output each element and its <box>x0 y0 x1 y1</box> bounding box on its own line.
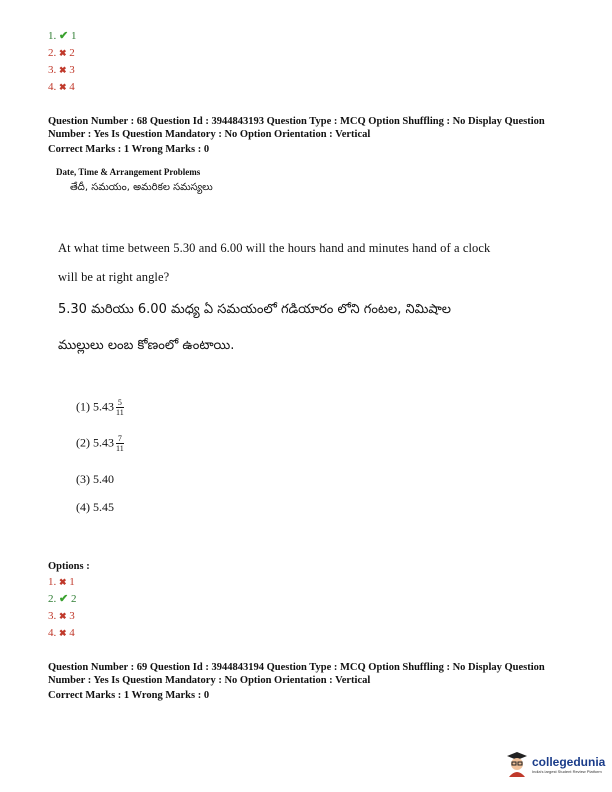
topic-english: Date, Time & Arrangement Problems <box>56 167 201 177</box>
choice-1: (1) 5.43 $\frac{5}{11}$ <box>76 398 124 417</box>
q68-meta <box>48 115 588 156</box>
cross-icon: ✖ <box>59 577 67 587</box>
logo-brand-text: collegedunia <box>532 754 606 769</box>
fraction: $\frac{7}{11}$ <box>116 434 124 453</box>
option-2: 2. ✔ 2 <box>48 593 77 605</box>
q69-meta-line2: Number : Yes Is Question Mandatory : No Option Orientation : Vertical <box>48 675 371 686</box>
prev-option-1: 1. ✔ 1 <box>48 30 77 42</box>
question-text-english-line1: At what time between 5.30 and 6.00 will the hours hand and minutes hand of a clock <box>58 241 491 255</box>
previous-options-list <box>48 28 76 96</box>
q68-meta-line1: Question Number : 68 Question Id : 3944843193 Question Type : MCQ Option Shuffling : No Display Question <box>48 116 545 127</box>
options-list <box>48 574 76 642</box>
q68-meta-line3: Correct Marks : 1 Wrong Marks : 0 <box>48 144 210 155</box>
collegedunia-logo <box>506 751 605 777</box>
q69-meta-line1: Question Number : 69 Question Id : 3944843194 Question Type : MCQ Option Shuffling : No Display Question <box>48 662 545 673</box>
question-text-telugu-line2: ముల్లులు లంబ కోణంలో ఉంటాయి. <box>58 338 235 353</box>
logo-tagline: India's largest Student Review Platform <box>532 768 602 774</box>
prev-option-3: 3. ✖ 3 <box>48 64 75 76</box>
q69-meta <box>48 661 588 702</box>
choice-4: (4) 5.45 <box>76 500 114 514</box>
prev-option-4: 4. ✖ 4 <box>48 81 75 93</box>
options-heading: Options : <box>48 561 90 572</box>
option-4: 4. ✖ 4 <box>48 627 75 639</box>
question-text-telugu-line1: 5.30 మరియు 6.00 మధ్య ఏ సమయంలో గడియారం లోని గంటల, నిమిషాల <box>58 302 451 317</box>
cross-icon: ✖ <box>59 628 67 638</box>
prev-option-2: 2. ✖ 2 <box>48 47 75 59</box>
q68-meta-line2: Number : Yes Is Question Mandatory : No Option Orientation : Vertical <box>48 129 371 140</box>
option-1: 1. ✖ 1 <box>48 576 75 588</box>
option-3: 3. ✖ 3 <box>48 610 75 622</box>
cross-icon: ✖ <box>59 48 67 58</box>
q69-meta-line3: Correct Marks : 1 Wrong Marks : 0 <box>48 690 210 701</box>
check-icon: ✔ <box>59 30 69 42</box>
cross-icon: ✖ <box>59 82 67 92</box>
choice-2: (2) 5.43 $\frac{7}{11}$ <box>76 434 124 453</box>
check-icon: ✔ <box>59 593 69 605</box>
fraction: $\frac{5}{11}$ <box>116 398 124 417</box>
topic-telugu: తేదీ, సమయం, అమరికల సమస్యలు <box>70 182 213 193</box>
question-text-english-line2: will be at right angle? <box>58 270 170 284</box>
cross-icon: ✖ <box>59 611 67 621</box>
student-mascot-icon <box>506 751 528 777</box>
choice-3: (3) 5.40 <box>76 472 114 486</box>
cross-icon: ✖ <box>59 65 67 75</box>
